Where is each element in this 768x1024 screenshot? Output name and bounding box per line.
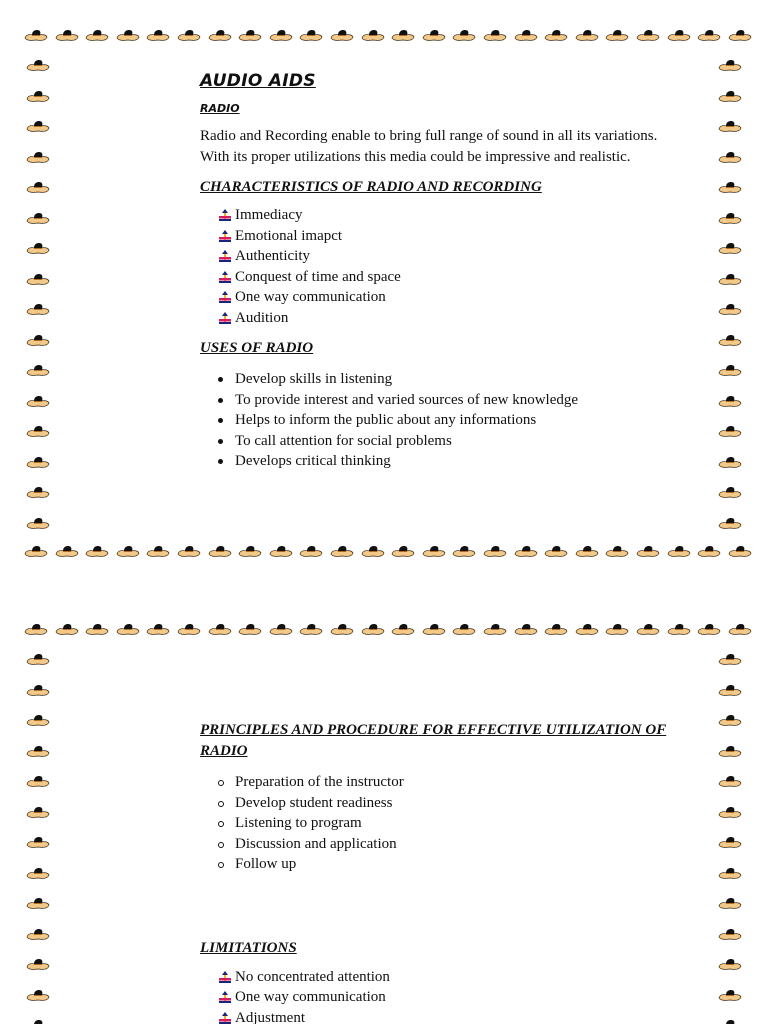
- document-page-2: [0, 620, 768, 1024]
- hat-icon: [361, 623, 385, 637]
- arrow-bullet-icon: [218, 250, 232, 264]
- hat-icon: [116, 623, 140, 637]
- circle-bullet-icon: [218, 821, 224, 827]
- circle-bullet-icon: [218, 801, 224, 807]
- list-item: [200, 369, 700, 390]
- hat-icon: [269, 623, 293, 637]
- list-item: [200, 287, 700, 308]
- decorative-border-top: [24, 29, 746, 45]
- arrow-bullet-icon: [218, 1012, 232, 1024]
- hat-icon: [26, 1019, 50, 1024]
- list-item-text: One way communication: [235, 289, 386, 305]
- hat-icon: [575, 29, 599, 43]
- hat-icon: [26, 517, 50, 531]
- decorative-border-top: [24, 623, 746, 639]
- hat-icon: [26, 273, 50, 287]
- hat-icon: [718, 395, 742, 409]
- hat-icon: [26, 242, 50, 256]
- list-item: [200, 205, 700, 226]
- hat-icon: [26, 867, 50, 881]
- list-item-text: No concentrated attention: [235, 968, 390, 985]
- hat-icon: [718, 273, 742, 287]
- hat-icon: [55, 623, 79, 637]
- list-item-text: Discussion and application: [235, 835, 397, 852]
- hat-icon: [26, 456, 50, 470]
- list-item: [200, 793, 700, 814]
- hat-icon: [391, 623, 415, 637]
- hat-icon: [718, 714, 742, 728]
- hat-icon: [422, 545, 446, 559]
- hat-icon: [177, 29, 201, 43]
- hat-icon: [238, 623, 262, 637]
- hat-icon: [575, 623, 599, 637]
- hat-icon: [269, 29, 293, 43]
- hat-icon: [544, 623, 568, 637]
- disc-bullet-icon: [218, 459, 223, 464]
- section-subtitle-radio: RADIO: [200, 102, 240, 115]
- hat-icon: [718, 364, 742, 378]
- hat-icon: [483, 623, 507, 637]
- arrow-bullet-icon: [218, 991, 232, 1005]
- hat-icon: [483, 29, 507, 43]
- hat-icon: [55, 29, 79, 43]
- list-item-text: Immediacy: [235, 207, 303, 223]
- hat-icon: [24, 29, 48, 43]
- hat-icon: [452, 545, 476, 559]
- hat-icon: [26, 425, 50, 439]
- hat-icon: [26, 684, 50, 698]
- hat-icon: [299, 29, 323, 43]
- list-item: [200, 834, 700, 855]
- hat-icon: [697, 545, 721, 559]
- hat-icon: [26, 836, 50, 850]
- hat-icon: [208, 545, 232, 559]
- hat-icon: [361, 545, 385, 559]
- hat-icon: [238, 29, 262, 43]
- disc-bullet-icon: [218, 377, 223, 382]
- hat-icon: [269, 545, 293, 559]
- hat-icon: [544, 545, 568, 559]
- hat-icon: [238, 545, 262, 559]
- decorative-border-bottom: [24, 545, 746, 561]
- list-item: [200, 451, 700, 472]
- arrow-bullet-icon: [218, 209, 232, 223]
- hat-icon: [697, 623, 721, 637]
- list-item-text: Emotional imapct: [235, 227, 343, 244]
- hat-icon: [636, 29, 660, 43]
- hat-icon: [330, 545, 354, 559]
- hat-icon: [636, 623, 660, 637]
- list-item-text: Authenticity: [235, 248, 310, 264]
- hat-icon: [718, 425, 742, 439]
- hat-icon: [391, 29, 415, 43]
- hat-icon: [26, 714, 50, 728]
- hat-icon: [330, 623, 354, 637]
- hat-icon: [85, 29, 109, 43]
- hat-icon: [575, 545, 599, 559]
- hat-icon: [26, 334, 50, 348]
- page-title: AUDIO AIDS: [200, 71, 316, 91]
- hat-icon: [422, 29, 446, 43]
- hat-icon: [26, 181, 50, 195]
- hat-icon: [26, 989, 50, 1003]
- uses-list: [200, 369, 700, 472]
- hat-icon: [718, 867, 742, 881]
- hat-icon: [208, 29, 232, 43]
- hat-icon: [718, 958, 742, 972]
- hat-icon: [718, 59, 742, 73]
- arrow-bullet-icon: [218, 271, 232, 285]
- hat-icon: [24, 545, 48, 559]
- hat-icon: [24, 623, 48, 637]
- list-item-text: One way communication: [235, 989, 386, 1005]
- hat-icon: [718, 242, 742, 256]
- principles-heading-line-2: RADIO: [200, 743, 248, 759]
- hat-icon: [718, 181, 742, 195]
- characteristics-heading: CHARACTERISTICS OF RADIO AND RECORDING: [200, 179, 542, 195]
- hat-icon: [514, 545, 538, 559]
- hat-icon: [667, 623, 691, 637]
- hat-icon: [718, 303, 742, 317]
- hat-icon: [718, 806, 742, 820]
- hat-icon: [718, 897, 742, 911]
- hat-icon: [26, 486, 50, 500]
- hat-icon: [26, 897, 50, 911]
- hat-icon: [177, 545, 201, 559]
- list-item: [200, 410, 700, 431]
- principles-heading-line-1: PRINCIPLES AND PROCEDURE FOR EFFECTIVE UTILIZATION OF: [200, 722, 667, 738]
- circle-bullet-icon: [218, 842, 224, 848]
- hat-icon: [26, 653, 50, 667]
- hat-icon: [452, 623, 476, 637]
- hat-icon: [728, 29, 752, 43]
- hat-icon: [514, 623, 538, 637]
- hat-icon: [85, 545, 109, 559]
- hat-icon: [718, 928, 742, 942]
- hat-icon: [26, 90, 50, 104]
- hat-icon: [26, 958, 50, 972]
- circle-bullet-icon: [218, 780, 224, 786]
- list-item-text: Follow up: [235, 856, 297, 872]
- list-item: [200, 226, 700, 247]
- hat-icon: [718, 90, 742, 104]
- arrow-bullet-icon: [218, 230, 232, 244]
- hat-icon: [26, 303, 50, 317]
- hat-icon: [177, 623, 201, 637]
- hat-icon: [718, 486, 742, 500]
- hat-icon: [26, 395, 50, 409]
- list-item-text: Develops critical thinking: [235, 453, 391, 469]
- list-item-text: Develop skills in listening: [235, 371, 393, 387]
- hat-icon: [718, 775, 742, 789]
- hat-icon: [605, 623, 629, 637]
- hat-icon: [514, 29, 538, 43]
- page-1-content: [200, 71, 700, 472]
- intro-line-2: With its proper utilizations this media could be impressive and realistic.: [200, 149, 631, 165]
- list-item: [200, 813, 700, 834]
- hat-icon: [26, 120, 50, 134]
- list-item-text: Audition: [235, 309, 289, 326]
- hat-icon: [361, 29, 385, 43]
- arrow-bullet-icon: [218, 291, 232, 305]
- hat-icon: [452, 29, 476, 43]
- list-item: [200, 772, 700, 793]
- list-item-text: Helps to inform the public about any informations: [235, 412, 537, 428]
- hat-icon: [667, 545, 691, 559]
- hat-icon: [697, 29, 721, 43]
- hat-icon: [330, 29, 354, 43]
- hat-icon: [605, 545, 629, 559]
- hat-icon: [26, 806, 50, 820]
- hat-icon: [116, 545, 140, 559]
- hat-icon: [146, 623, 170, 637]
- list-item: [200, 390, 700, 411]
- list-item-text: Conquest of time and space: [235, 268, 401, 285]
- list-item: [200, 246, 700, 267]
- hat-icon: [728, 623, 752, 637]
- disc-bullet-icon: [218, 439, 223, 444]
- limitations-heading: LIMITATIONS: [200, 939, 297, 956]
- hat-icon: [483, 545, 507, 559]
- hat-icon: [728, 545, 752, 559]
- hat-icon: [718, 836, 742, 850]
- limitations-list: [200, 967, 700, 1024]
- arrow-bullet-icon: [218, 971, 232, 985]
- hat-icon: [26, 59, 50, 73]
- hat-icon: [26, 745, 50, 759]
- hat-icon: [718, 517, 742, 531]
- hat-icon: [718, 989, 742, 1003]
- list-item-text: Preparation of the instructor: [235, 774, 404, 790]
- hat-icon: [116, 29, 140, 43]
- hat-icon: [391, 545, 415, 559]
- hat-icon: [718, 151, 742, 165]
- hat-icon: [26, 151, 50, 165]
- list-item: [200, 431, 700, 452]
- list-item-text: Develop student readiness: [235, 794, 393, 811]
- hat-icon: [718, 334, 742, 348]
- hat-icon: [208, 623, 232, 637]
- hat-icon: [299, 623, 323, 637]
- hat-icon: [26, 775, 50, 789]
- arrow-bullet-icon: [218, 312, 232, 326]
- circle-bullet-icon: [218, 862, 224, 868]
- principles-list: [200, 772, 700, 875]
- list-item: [200, 267, 700, 288]
- hat-icon: [667, 29, 691, 43]
- hat-icon: [605, 29, 629, 43]
- disc-bullet-icon: [218, 418, 223, 423]
- list-item-text: Listening to program: [235, 815, 362, 831]
- hat-icon: [636, 545, 660, 559]
- hat-icon: [422, 623, 446, 637]
- list-item: [200, 967, 700, 988]
- uses-heading: USES OF RADIO: [200, 340, 314, 356]
- list-item: [200, 987, 700, 1008]
- page-2-content: [200, 720, 700, 1024]
- list-item-text: To call attention for social problems: [235, 432, 452, 449]
- list-item: [200, 854, 700, 875]
- intro-line-1: Radio and Recording enable to bring full range of sound in all its variations.: [200, 128, 658, 144]
- list-item: [200, 308, 700, 329]
- hat-icon: [299, 545, 323, 559]
- hat-icon: [718, 684, 742, 698]
- characteristics-list: [200, 205, 700, 328]
- hat-icon: [146, 29, 170, 43]
- hat-icon: [718, 745, 742, 759]
- hat-icon: [26, 364, 50, 378]
- list-item-text: Adjustment: [235, 1009, 305, 1024]
- list-item: [200, 1008, 700, 1024]
- hat-icon: [718, 120, 742, 134]
- hat-icon: [544, 29, 568, 43]
- hat-icon: [55, 545, 79, 559]
- hat-icon: [26, 212, 50, 226]
- hat-icon: [718, 212, 742, 226]
- hat-icon: [718, 456, 742, 470]
- hat-icon: [26, 928, 50, 942]
- hat-icon: [718, 1019, 742, 1024]
- disc-bullet-icon: [218, 398, 223, 403]
- list-item-text: To provide interest and varied sources of new knowledge: [235, 391, 579, 408]
- hat-icon: [718, 653, 742, 667]
- hat-icon: [85, 623, 109, 637]
- hat-icon: [146, 545, 170, 559]
